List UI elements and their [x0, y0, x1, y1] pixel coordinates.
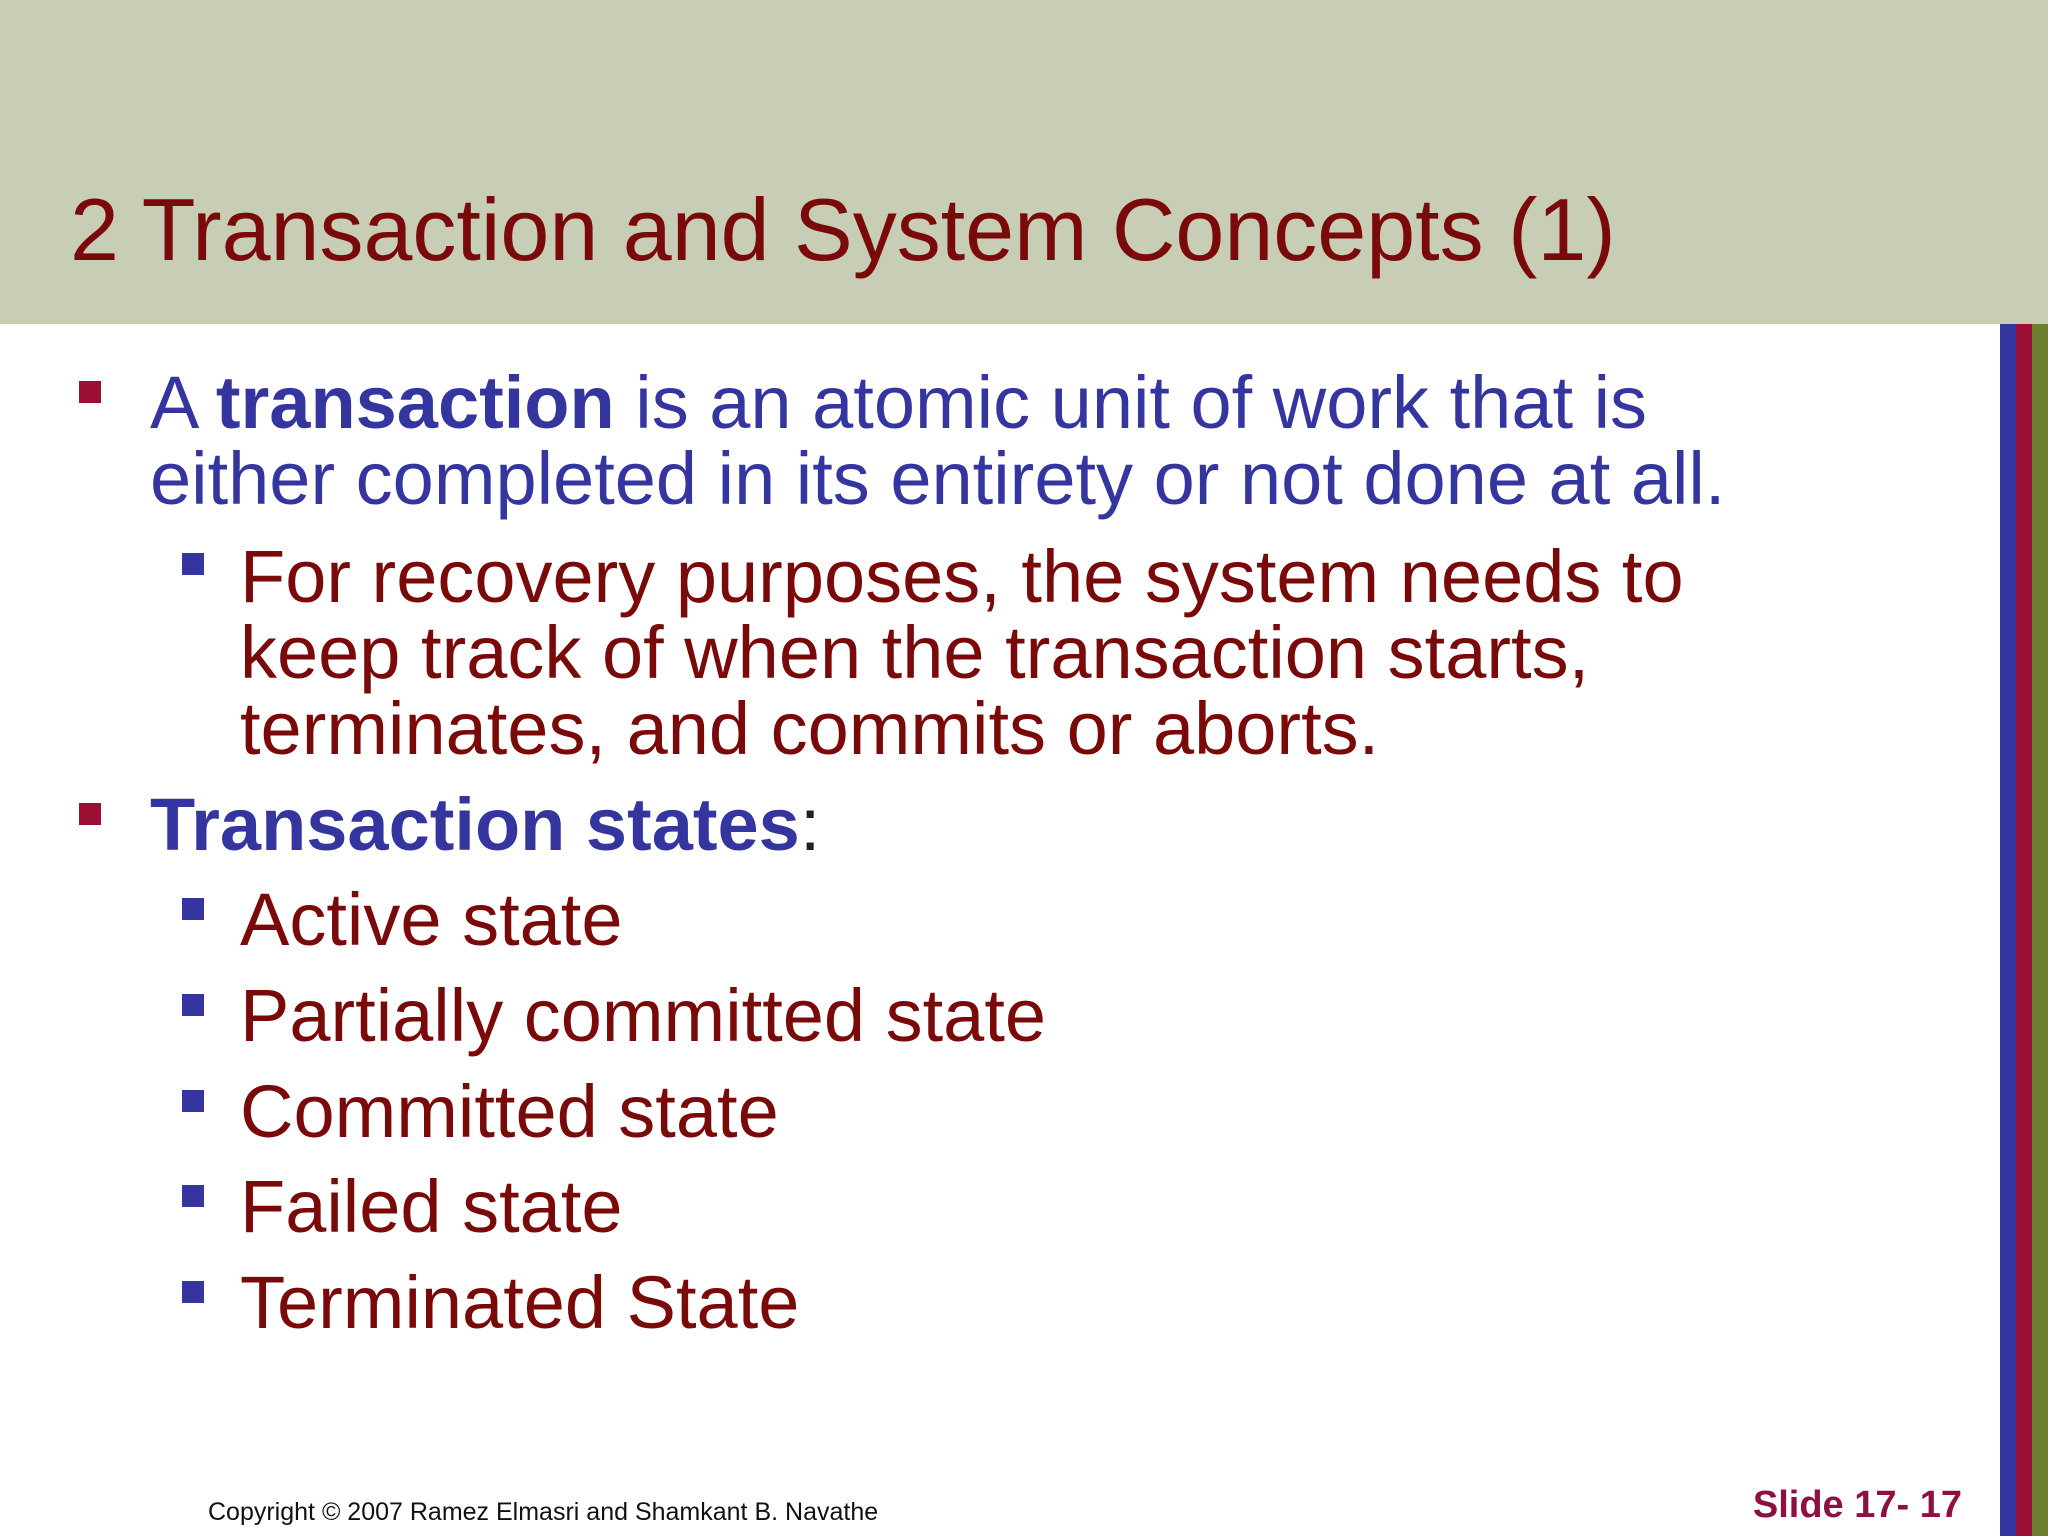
bullet-rest: is an atomic unit of work that is	[614, 361, 1648, 444]
slide-title: 2 Transaction and System Concepts (1)	[70, 180, 1616, 279]
square-bullet-icon	[79, 381, 101, 403]
right-stripe-red	[2016, 324, 2032, 1536]
slide-number: Slide 17- 17	[1752, 1484, 1962, 1526]
state-committed: Committed state	[240, 1070, 779, 1153]
bullet-line: keep track of when the transaction starts,	[240, 611, 1590, 694]
state-active: Active state	[240, 878, 623, 961]
square-bullet-icon	[182, 1281, 204, 1303]
bullet-line	[150, 361, 1725, 444]
state-partially-committed: Partially committed state	[240, 974, 1047, 1057]
square-bullet-icon	[182, 1185, 204, 1207]
bullet-recovery-purposes	[240, 535, 1684, 770]
square-bullet-icon	[182, 994, 204, 1016]
bullet-suffix: :	[799, 783, 821, 866]
bold-term: Transaction states	[150, 783, 800, 866]
bullet-transaction-states	[150, 783, 821, 866]
bullet-transaction-definition	[150, 361, 1726, 520]
right-stripe-blue	[2000, 324, 2016, 1536]
bullet-line: terminates, and commits or aborts.	[240, 687, 1380, 770]
square-bullet-icon	[182, 1090, 204, 1112]
square-bullet-icon	[182, 898, 204, 920]
square-bullet-icon	[79, 803, 101, 825]
right-stripe-green	[2032, 324, 2048, 1536]
state-failed: Failed state	[240, 1165, 623, 1248]
bullet-prefix: A	[150, 361, 216, 444]
square-bullet-icon	[182, 553, 204, 575]
state-terminated: Terminated State	[240, 1261, 800, 1344]
bullet-line: either completed in its entirety or not done at all.	[150, 437, 1726, 520]
bullet-line: For recovery purposes, the system needs to	[240, 535, 1684, 618]
copyright-notice: Copyright © 2007 Ramez Elmasri and Shamkant B. Navathe	[208, 1498, 879, 1526]
bold-term: transaction	[215, 361, 615, 444]
